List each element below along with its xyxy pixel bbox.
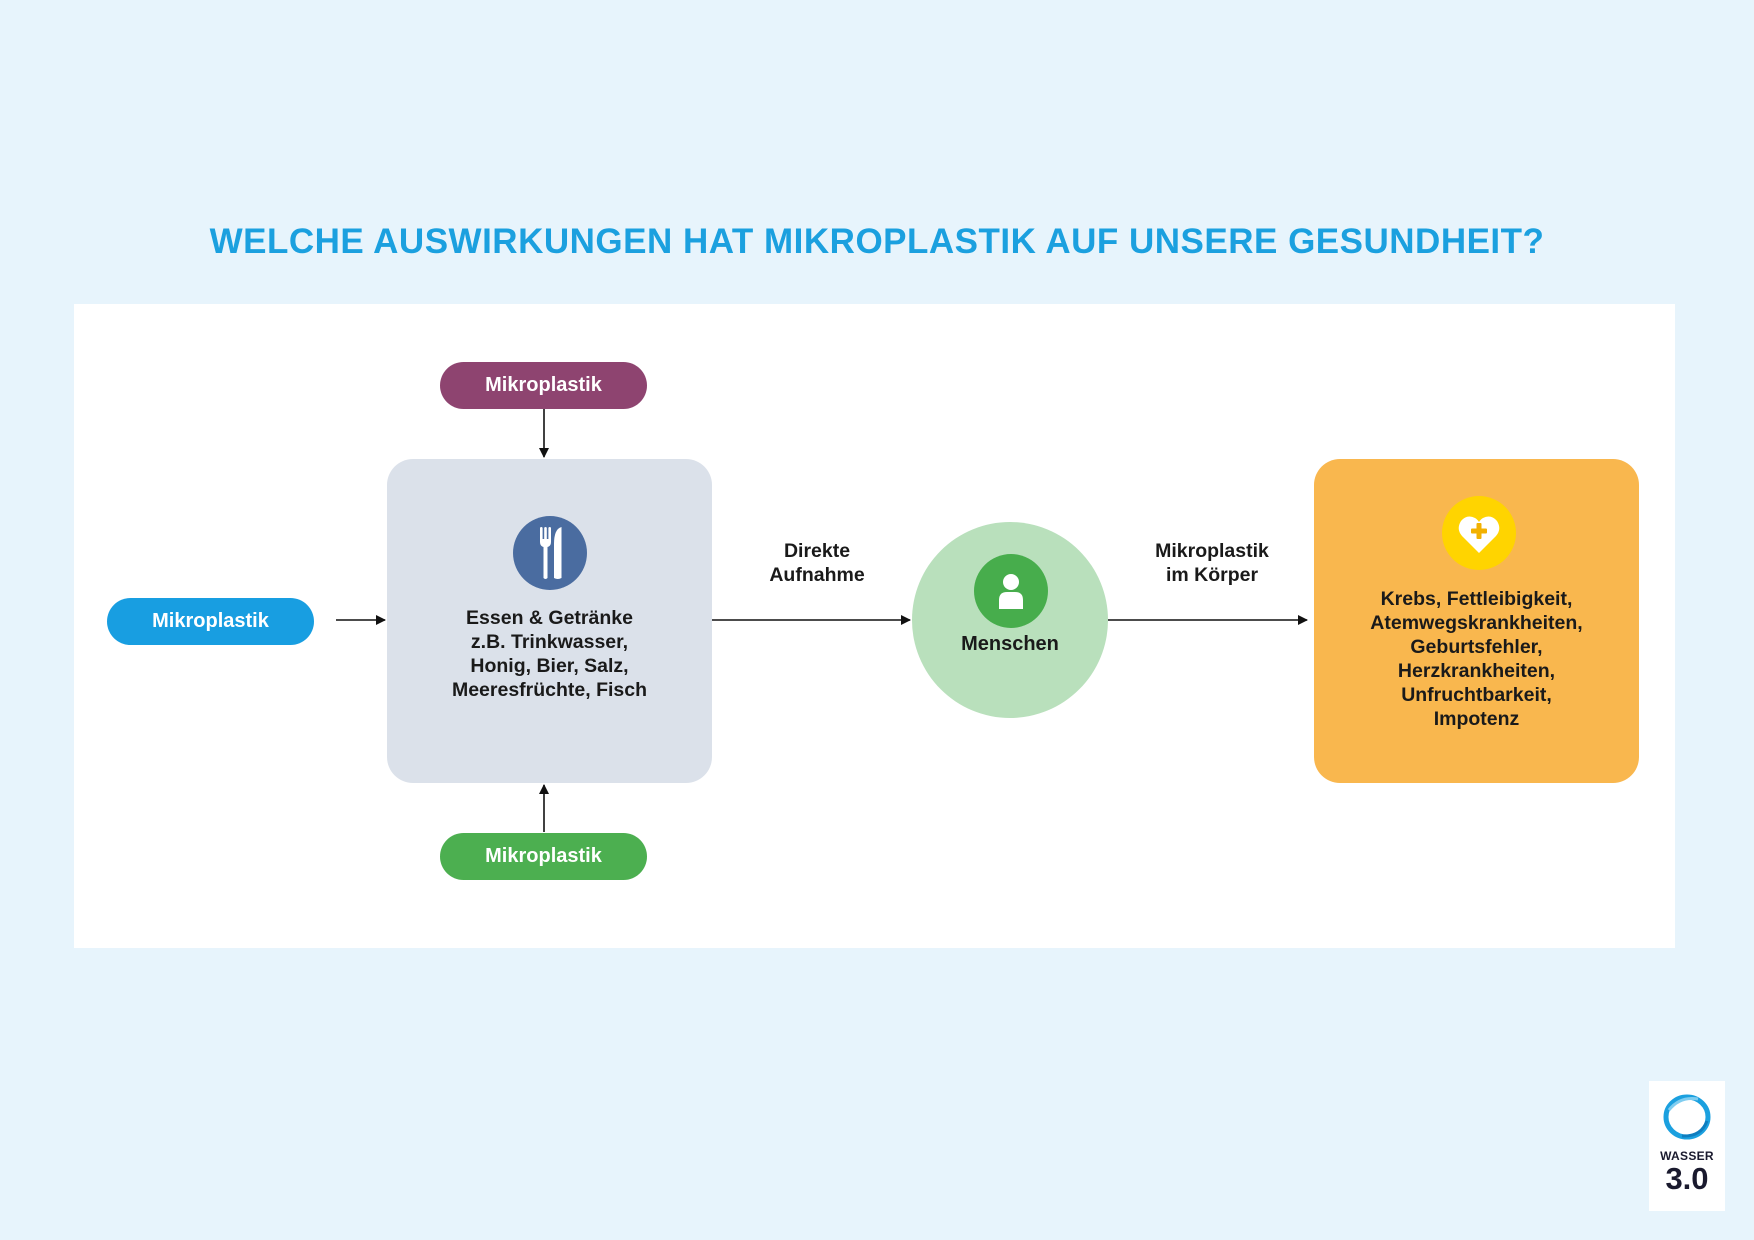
disease-line: Krebs, Fettleibigkeit, bbox=[1380, 588, 1573, 610]
diseases-text bbox=[1314, 587, 1639, 731]
food-drinks-text bbox=[387, 606, 712, 702]
edge-label-line: Aufnahme bbox=[769, 564, 865, 586]
food-line: Meeresfrüchte, Fisch bbox=[451, 679, 648, 701]
source-pill-top-label: Mikroplastik bbox=[485, 374, 602, 396]
food-line: Honig, Bier, Salz, bbox=[470, 655, 629, 677]
edge-label-line: Mikroplastik bbox=[1155, 540, 1269, 562]
edge-label-line: Direkte bbox=[783, 540, 851, 562]
source-pill-left-label: Mikroplastik bbox=[152, 610, 269, 632]
disease-line: Atemwegskrankheiten, bbox=[1370, 612, 1583, 634]
heart-plus-icon bbox=[1442, 496, 1516, 570]
edge-label-in-body bbox=[1130, 539, 1294, 587]
disease-line: Unfruchtbarkeit, bbox=[1401, 684, 1552, 706]
source-pill-top bbox=[440, 362, 647, 409]
source-pill-left bbox=[107, 598, 314, 645]
logo-word: WASSER bbox=[1660, 1149, 1714, 1163]
water-ring-icon bbox=[1660, 1090, 1714, 1146]
disease-line: Impotenz bbox=[1433, 708, 1520, 730]
edge-label-line: im Körper bbox=[1165, 564, 1259, 586]
food-line: Essen & Getränke bbox=[466, 607, 633, 629]
logo-number: 3.0 bbox=[1665, 1161, 1709, 1196]
wasser-logo bbox=[1649, 1081, 1725, 1211]
human-label: Menschen bbox=[961, 633, 1059, 655]
source-pill-bottom bbox=[440, 833, 647, 880]
page-title: WELCHE AUSWIRKUNGEN HAT MIKROPLASTIK AUF UNSERE GESUNDHEIT? bbox=[209, 222, 1545, 261]
disease-line: Herzkrankheiten, bbox=[1397, 660, 1556, 682]
food-line: z.B. Trinkwasser, bbox=[470, 631, 629, 653]
source-pill-bottom-label: Mikroplastik bbox=[485, 845, 602, 867]
edge-label-direct-intake bbox=[742, 539, 892, 587]
person-icon bbox=[974, 554, 1048, 628]
disease-line: Geburtsfehler, bbox=[1410, 636, 1543, 658]
cutlery-icon bbox=[513, 516, 587, 590]
